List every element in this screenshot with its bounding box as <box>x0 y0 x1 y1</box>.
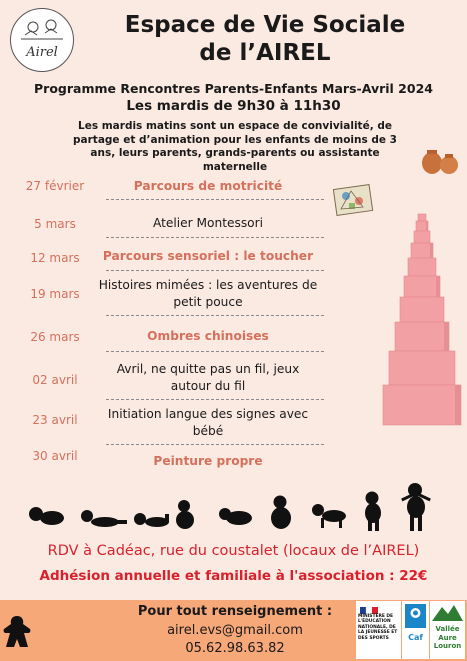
program-activity: Parcours sensoriel : le toucher <box>102 249 314 263</box>
contact-label: Pour tout renseignement : <box>137 604 333 619</box>
logo-drawing <box>11 9 73 71</box>
vallee-logo <box>430 601 465 659</box>
page-title-line2: de l’AIREL <box>199 40 331 66</box>
airel-logo <box>10 8 74 72</box>
page-title-line1: Espace de Vie Sociale <box>124 12 406 38</box>
vallee-text: Vallée Aure Louron <box>433 625 462 650</box>
row-separator <box>106 270 324 271</box>
baby-silhouettes-illustration <box>25 482 445 534</box>
pink-tower-illustration <box>380 212 464 430</box>
program-subtitle: Programme Rencontres Parents-Enfants Mars-Avril 2024 <box>34 81 433 96</box>
program-activity: Peinture propre <box>153 454 263 468</box>
row-separator <box>106 237 324 238</box>
program-date: 02 avril <box>32 373 78 387</box>
program-date: 27 février <box>25 179 85 193</box>
clay-pots-illustration <box>418 146 462 176</box>
caf-logo <box>402 601 429 659</box>
membership-fee: Adhésion annuelle et familiale à l'association : 22€ <box>39 568 428 584</box>
program-activity-line1: Avril, ne quitte pas un fil, jeux <box>116 362 300 376</box>
program-activity-line1: Initiation langue des signes avec <box>107 407 309 421</box>
program-date: 5 mars <box>34 217 76 231</box>
intro-paragraph: Les mardis matins sont un espace de convivialité, de partage et d’animation pour les enfants de moins de 3 ans, leurs parents, grands-parents ou assistante maternelle <box>73 120 397 173</box>
row-separator <box>106 444 324 445</box>
program-date: 19 mars <box>30 287 80 301</box>
program-activity: Atelier Montessori <box>152 216 264 230</box>
program-date: 12 mars <box>30 251 80 265</box>
program-date: 23 avril <box>32 413 78 427</box>
row-separator <box>106 351 324 352</box>
contact-phone[interactable]: 05.62.98.63.82 <box>185 641 285 656</box>
logo-text: Airel <box>26 45 58 60</box>
program-activity: Parcours de motricité <box>133 179 283 193</box>
puzzle-illustration <box>333 181 375 217</box>
program-date: 30 avril <box>32 449 78 463</box>
rdv-address: RDV à Cadéac, rue du coustalet (locaux de l’AIREL) <box>47 543 420 559</box>
program-activity: Ombres chinoises <box>147 329 269 343</box>
contact-email[interactable]: airel.evs@gmail.com <box>167 623 303 638</box>
program-activity-line2: autour du fil <box>170 379 246 393</box>
caf-text: Caf <box>408 633 423 642</box>
program-date: 26 mars <box>30 330 80 344</box>
row-separator <box>106 399 324 400</box>
meeple-icon <box>3 615 31 649</box>
program-activity-line2: bébé <box>192 424 224 438</box>
row-separator <box>106 199 324 200</box>
program-activity-line1: Histoires mimées : les aventures de <box>98 278 318 292</box>
row-separator <box>106 315 324 316</box>
caf-emblem-icon <box>402 601 429 631</box>
schedule-text: Les mardis de 9h30 à 11h30 <box>126 98 341 114</box>
ministere-text: MINISTÈRE DE L'ÉDUCATION NATIONALE, DE LA JEUNESSE ET DES SPORTS <box>358 614 398 641</box>
ministere-logo <box>356 601 401 659</box>
mountain-icon <box>430 601 465 623</box>
program-activity-line2: petit pouce <box>173 295 243 309</box>
